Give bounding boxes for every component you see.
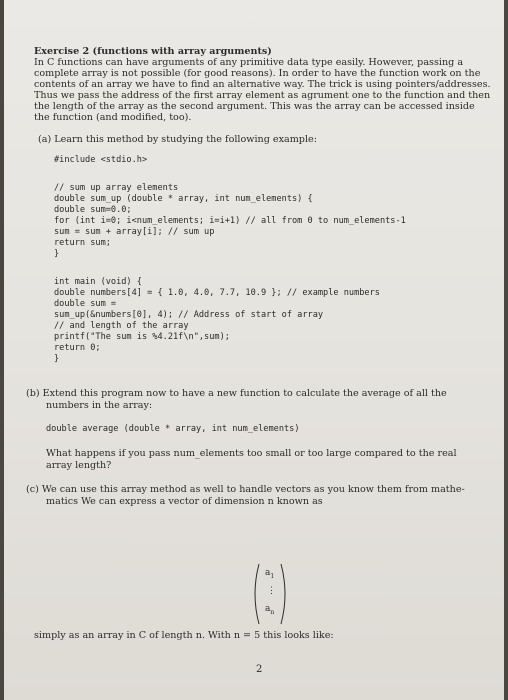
part-a-label: (a) Learn this method by studying the following example: [38,134,317,145]
code-line: return sum; [54,238,111,248]
code-line: for (int i=0; i<num_elements; i=i+1) // all from 0 to num_elements-1 [54,216,406,226]
code-line: sum_up(&numbers[0], 4); // Address of start of array [54,310,324,320]
code-line: return 0; [54,343,101,353]
vector-ellipsis: ⋮ [267,586,276,596]
code-line: // sum up array elements [54,183,179,193]
intro-line: contents of an array we have to find an alternative way. The trick is using pointers/addresses. [34,79,491,90]
code-line: } [54,249,60,259]
part-b-code: double average (double * array, int num_elements) [46,424,300,434]
intro-line: complete array is not possible (for good reasons). In order to have the function work on the [34,68,481,79]
code-line: double sum_up (double * array, int num_elements) { [54,194,313,204]
part-c-text: (c) We can use this array method as well to handle vectors as you know them from mathe- [26,484,465,495]
vector-top-subscript: 1 [270,572,275,580]
exercise-title: Exercise 2 (functions with array arguments) [34,46,272,57]
part-b-text: What happens if you pass num_elements too small or too large compared to the real [46,448,457,459]
document-page [4,0,504,700]
vector-bottom-subscript: n [270,608,275,616]
intro-line: the function (and modified, too). [34,112,192,123]
intro-line: the length of the array as the second argument. This was the array can be accessed inside [34,101,475,112]
intro-line: In C functions can have arguments of any primitive data type easily. However, passing a [34,57,464,68]
vector-top-symbol: a [265,568,271,578]
part-c-text-after: simply as an array in C of length n. With n = 5 this looks like: [34,630,334,641]
part-b-text: array length? [46,460,112,471]
code-line: double sum = [54,299,117,309]
code-line: // and length of the array [54,321,189,331]
code-line: int main (void) { [54,277,142,287]
part-b-text: numbers in the array: [46,400,153,411]
vector-bottom-symbol: a [265,604,271,614]
part-b-text: (b) Extend this program now to have a new function to calculate the average of all the [26,388,447,399]
code-line: #include <stdio.h> [54,155,148,165]
page-number: 2 [256,664,263,675]
part-c-text: matics We can express a vector of dimension n known as [46,496,323,507]
code-line: sum = sum + array[i]; // sum up [54,227,215,237]
vector-bottom [265,604,274,618]
code-line: printf("The sum is %4.21f\n",sum); [54,332,230,342]
code-line: } [54,354,60,364]
vector-figure [250,562,290,626]
code-line: double sum=0.0; [54,205,132,215]
vector-top [265,568,274,582]
intro-line: Thus we pass the address of the first array element as agrument one to the function and then [34,90,491,101]
code-line: double numbers[4] = { 1.0, 4.0, 7.7, 10.9 }; // example numbers [54,288,380,298]
